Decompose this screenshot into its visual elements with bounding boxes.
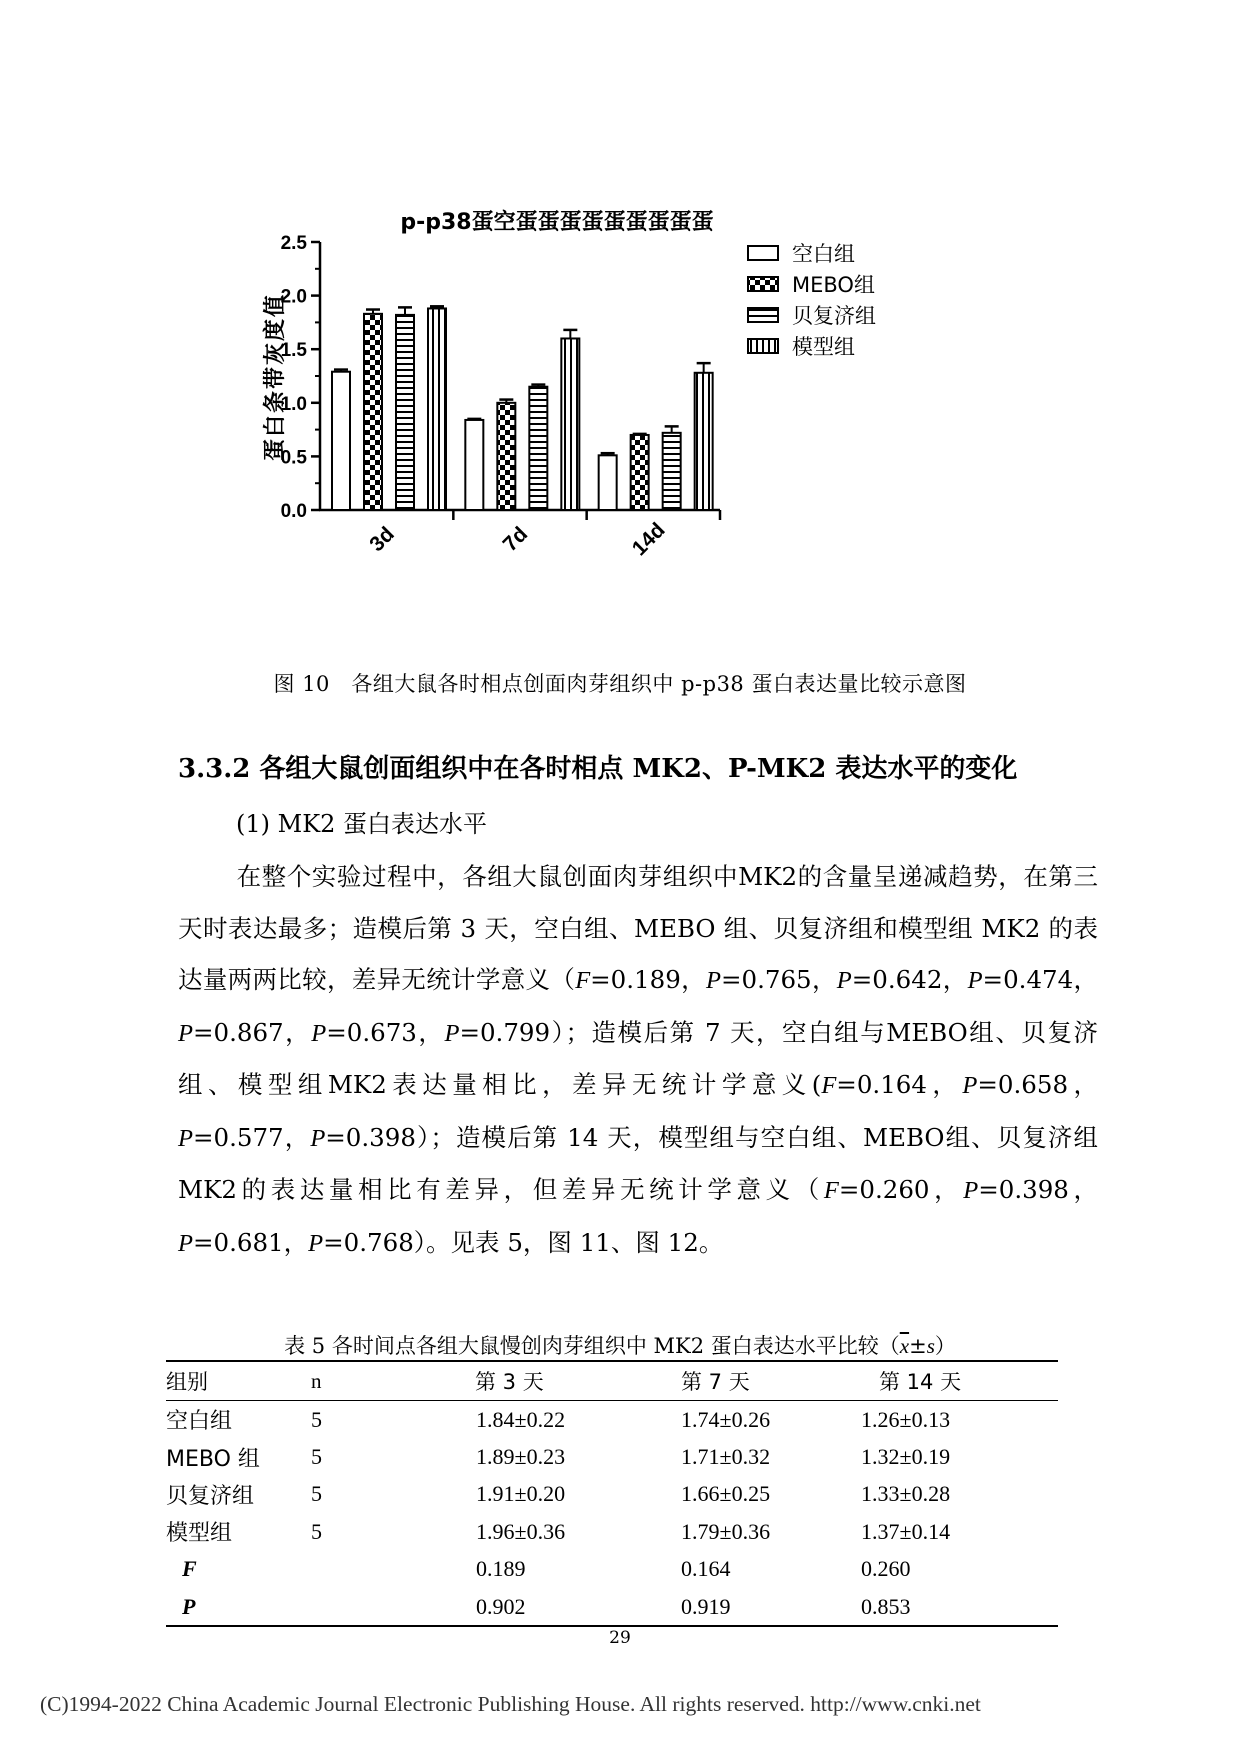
page-number: 29 [609, 1628, 631, 1648]
legend [748, 242, 876, 359]
bar [599, 455, 617, 510]
table-row: 空白组 5 1.84±0.22 1.74±0.26 1.26±0.13 [166, 1406, 951, 1435]
table-row: 模型组 5 1.96±0.36 1.79±0.36 1.37±0.14 [166, 1518, 951, 1547]
bar [561, 338, 579, 510]
bar [529, 387, 547, 510]
figure-caption: 图 10 各组大鼠各时相点创面肉芽组织中 p-p38 蛋白表达量比较示意图 [273, 672, 967, 696]
legend-label: 贝复济组 [792, 304, 876, 328]
y-tick-label: 1.0 [280, 393, 307, 415]
p-p38-bar-chart [240, 195, 1020, 635]
table-row: 贝复济组 5 1.91±0.20 1.66±0.25 1.33±0.28 [166, 1481, 951, 1509]
legend-label: 空白组 [792, 242, 855, 266]
bar [428, 308, 446, 510]
table-header-day14: 第 14 天 [841, 1361, 1058, 1401]
x-axis [319, 510, 720, 560]
legend-swatch [748, 246, 778, 260]
bar [695, 373, 713, 510]
bar [396, 315, 414, 510]
x-tick-label: 3d [365, 522, 399, 557]
bar [497, 403, 515, 510]
subsection-heading: (1) MK2 蛋白表达水平 [236, 810, 488, 838]
bar [364, 314, 382, 510]
table-header-day7: 第 7 天 [641, 1361, 841, 1401]
x-tick-label: 7d [498, 522, 533, 557]
table-row-p: P 0.902 0.919 0.853 [166, 1588, 1058, 1626]
table-caption: 表 5 各时间点各组大鼠慢创肉芽组织中 MK2 蛋白表达水平比较$(\overline{x}\pm s)$ [284, 1334, 956, 1358]
legend-swatch [748, 339, 778, 353]
y-tick-label: 2.5 [280, 233, 307, 254]
table-header-day3: 第 3 天 [411, 1361, 641, 1401]
legend-label: MEBO组 [792, 273, 875, 297]
table-header-row [166, 1361, 1058, 1401]
section-heading: 3.3.2 各组大鼠创面组织中在各时相点 MK2、P-MK2 表达水平的变化 [178, 754, 1018, 784]
bar [663, 433, 681, 510]
y-axis-label: 蛋白条带灰度值 [263, 292, 288, 462]
bar [332, 372, 350, 510]
table-header-group: 组别 [166, 1361, 311, 1401]
y-tick-label: 0.5 [280, 447, 307, 469]
chart-title: p-p38蛋空蛋蛋蛋蛋蛋蛋蛋蛋蛋 [400, 210, 714, 235]
body-paragraph: 在整个实验过程中，各组大鼠创面肉芽组织中MK2的含量呈递减趋势，在第三天时表达最多；造模后第 3 天，空白组、MEBO 组、贝复济组和模型组 MK2 的表达量两两比较，差异无统计学意义（F=0.189，P=0.765，P=0.642，P=0.474，P=0.867，P=0.673，P=0.799）；造模后第 7 天，空白组与MEBO组、贝复济组、模型组MK2表达量相比，差异无统计学意义(F=0.164，P=0.658，P=0.577，P=0.398）；造模后第 14 天，模型组与空白组、MEBO组、贝复济组MK2的表达量相比有差异，但差异无统计学意义（F=0.260，P=0.398，P=0.681，P=0.768）。见表 5，图 11、图 12。 [178, 862, 1099, 1257]
legend-swatch [748, 277, 778, 291]
copyright-footer: (C)1994-2022 China Academic Journal Electronic Publishing House. All rights reserved. http://www.cnki.net [40, 1692, 981, 1716]
y-tick-label: 2.0 [280, 286, 307, 308]
bars [332, 306, 713, 510]
table-row: MEBO 组 5 1.89±0.23 1.71±0.32 1.32±0.19 [166, 1444, 951, 1472]
bar [465, 420, 483, 510]
legend-label: 模型组 [792, 335, 855, 359]
x-tick-label: 14d [627, 518, 670, 561]
table-row-f: F 0.189 0.164 0.260 [182, 1556, 911, 1582]
bar [631, 435, 649, 510]
y-tick-label: 1.5 [280, 340, 307, 362]
y-tick-label: 0.0 [280, 501, 307, 522]
table-header-n: n [311, 1361, 411, 1401]
legend-swatch [748, 308, 778, 322]
mk2-expression-table [166, 1360, 1058, 1627]
